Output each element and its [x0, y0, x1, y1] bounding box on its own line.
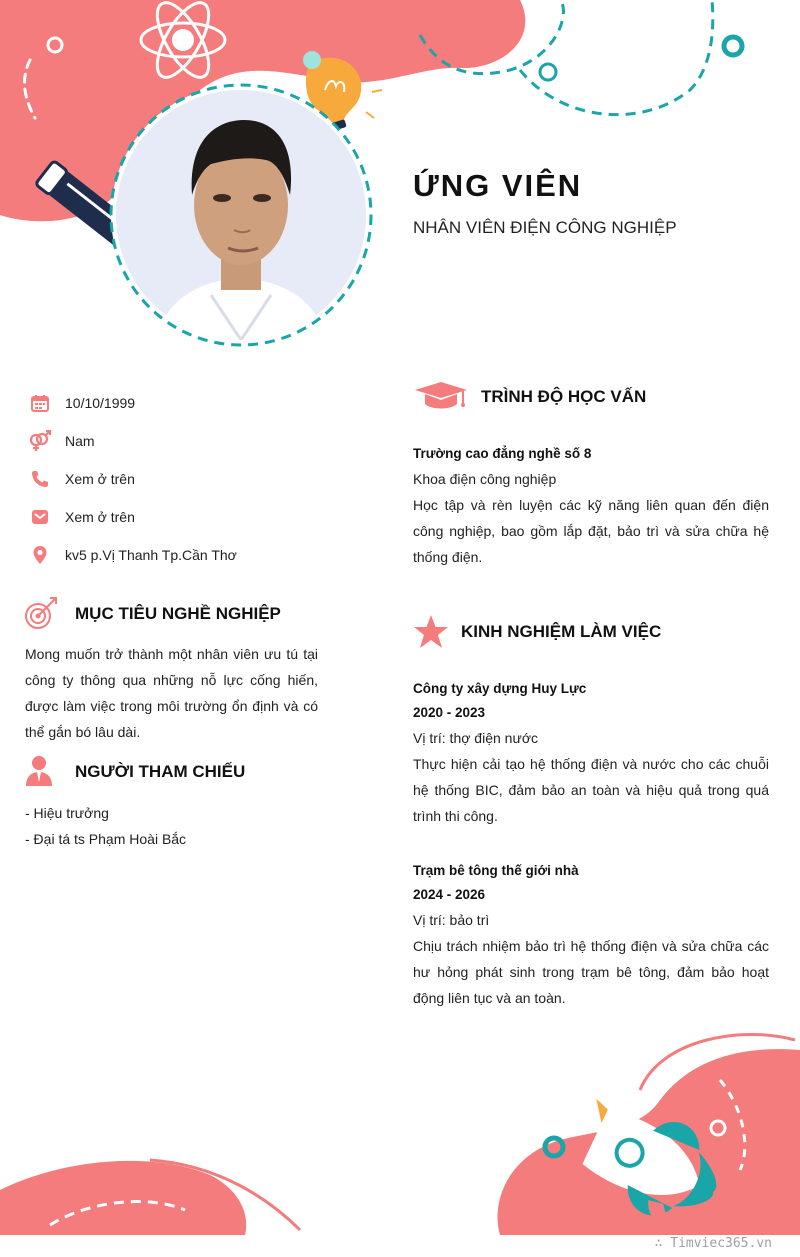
job-entry: [413, 677, 769, 829]
education-description: Học tập và rèn luyện các kỹ năng liên quan đến điện công nghiệp, bao gồm lắp đặt, bảo trì và sửa chữa hệ thống điện.: [413, 497, 769, 565]
personal-info-list: [28, 384, 358, 574]
school-name: Trường cao đẳng nghề số 8: [413, 446, 592, 461]
job-position: Vị trí: bảo trì: [413, 912, 490, 928]
watermark: ∴ Timviec365.vn: [654, 1236, 772, 1251]
job-position: Vị trí: thợ điện nước: [413, 730, 539, 746]
person-icon: [24, 755, 62, 789]
person-portrait: [116, 90, 366, 340]
references-header: [24, 755, 245, 789]
info-row-gender: [28, 422, 358, 460]
phone-text: Xem ở trên: [65, 471, 135, 487]
job-description: Thực hiện cải tạo hệ thống điện và nước cho các chuỗi hệ thống BIC, đảm bảo an toàn và hiệu quả trong quá trình thi công.: [413, 756, 769, 824]
objective-text: Mong muốn trở thành một nhân viên ưu tú tại công ty thông qua những nỗ lực cống hiến, được làm việc trong môi trường ổn định và có thể gắn bó lâu dài.: [25, 646, 318, 740]
avatar-frame: [108, 82, 374, 348]
address-text: kv5 p.Vị Thanh Tp.Cần Thơ: [65, 547, 237, 563]
reference-item: - Hiệu trưởng: [25, 805, 109, 821]
calendar-icon: [28, 391, 52, 415]
major-name: Khoa điện công nghiệp: [413, 471, 557, 487]
references-list: [25, 800, 186, 852]
gender-icon: [28, 429, 52, 453]
star-icon: [413, 614, 449, 650]
job-years: 2020 - 2023: [413, 705, 486, 720]
mail-icon: [28, 505, 52, 529]
reference-item: - Đại tá ts Phạm Hoài Bắc: [25, 831, 187, 847]
target-icon: [24, 596, 62, 632]
objective-title: MỤC TIÊU NGHỀ NGHIỆP: [75, 604, 281, 623]
job-title: NHÂN VIÊN ĐIỆN CÔNG NGHIỆP: [413, 218, 677, 237]
info-row-email: [28, 498, 358, 536]
references-title: NGƯỜI THAM CHIẾU: [75, 762, 246, 781]
job-years: 2024 - 2026: [413, 887, 486, 902]
location-pin-icon: [28, 543, 52, 567]
candidate-name: ỨNG VIÊN: [413, 168, 583, 203]
job-company: Công ty xây dựng Huy Lực: [413, 681, 587, 696]
info-row-phone: [28, 460, 358, 498]
job-entry: [413, 859, 769, 1011]
education-title: TRÌNH ĐỘ HỌC VẤN: [481, 387, 647, 406]
info-row-birthday: [28, 384, 358, 422]
phone-icon: [28, 467, 52, 491]
job-description: Chịu trách nhiệm bảo trì hệ thống điện và sửa chữa các hư hỏng phát sinh trong trạm bê tông, đảm bảo hoạt động liên tục và an toàn.: [413, 938, 769, 1006]
objective-header: [24, 596, 281, 632]
gender-text: Nam: [65, 433, 95, 449]
experience-title: KINH NGHIỆM LÀM VIỆC: [461, 622, 662, 641]
avatar: [116, 90, 366, 340]
education-entry: [413, 442, 769, 570]
job-company: Trạm bê tông thế giới nhà: [413, 863, 579, 878]
experience-header: [413, 614, 661, 650]
info-row-address: [28, 536, 358, 574]
education-header: [413, 380, 646, 414]
birthday-text: 10/10/1999: [65, 395, 136, 411]
graduation-cap-icon: [413, 380, 469, 414]
email-text: Xem ở trên: [65, 509, 135, 525]
